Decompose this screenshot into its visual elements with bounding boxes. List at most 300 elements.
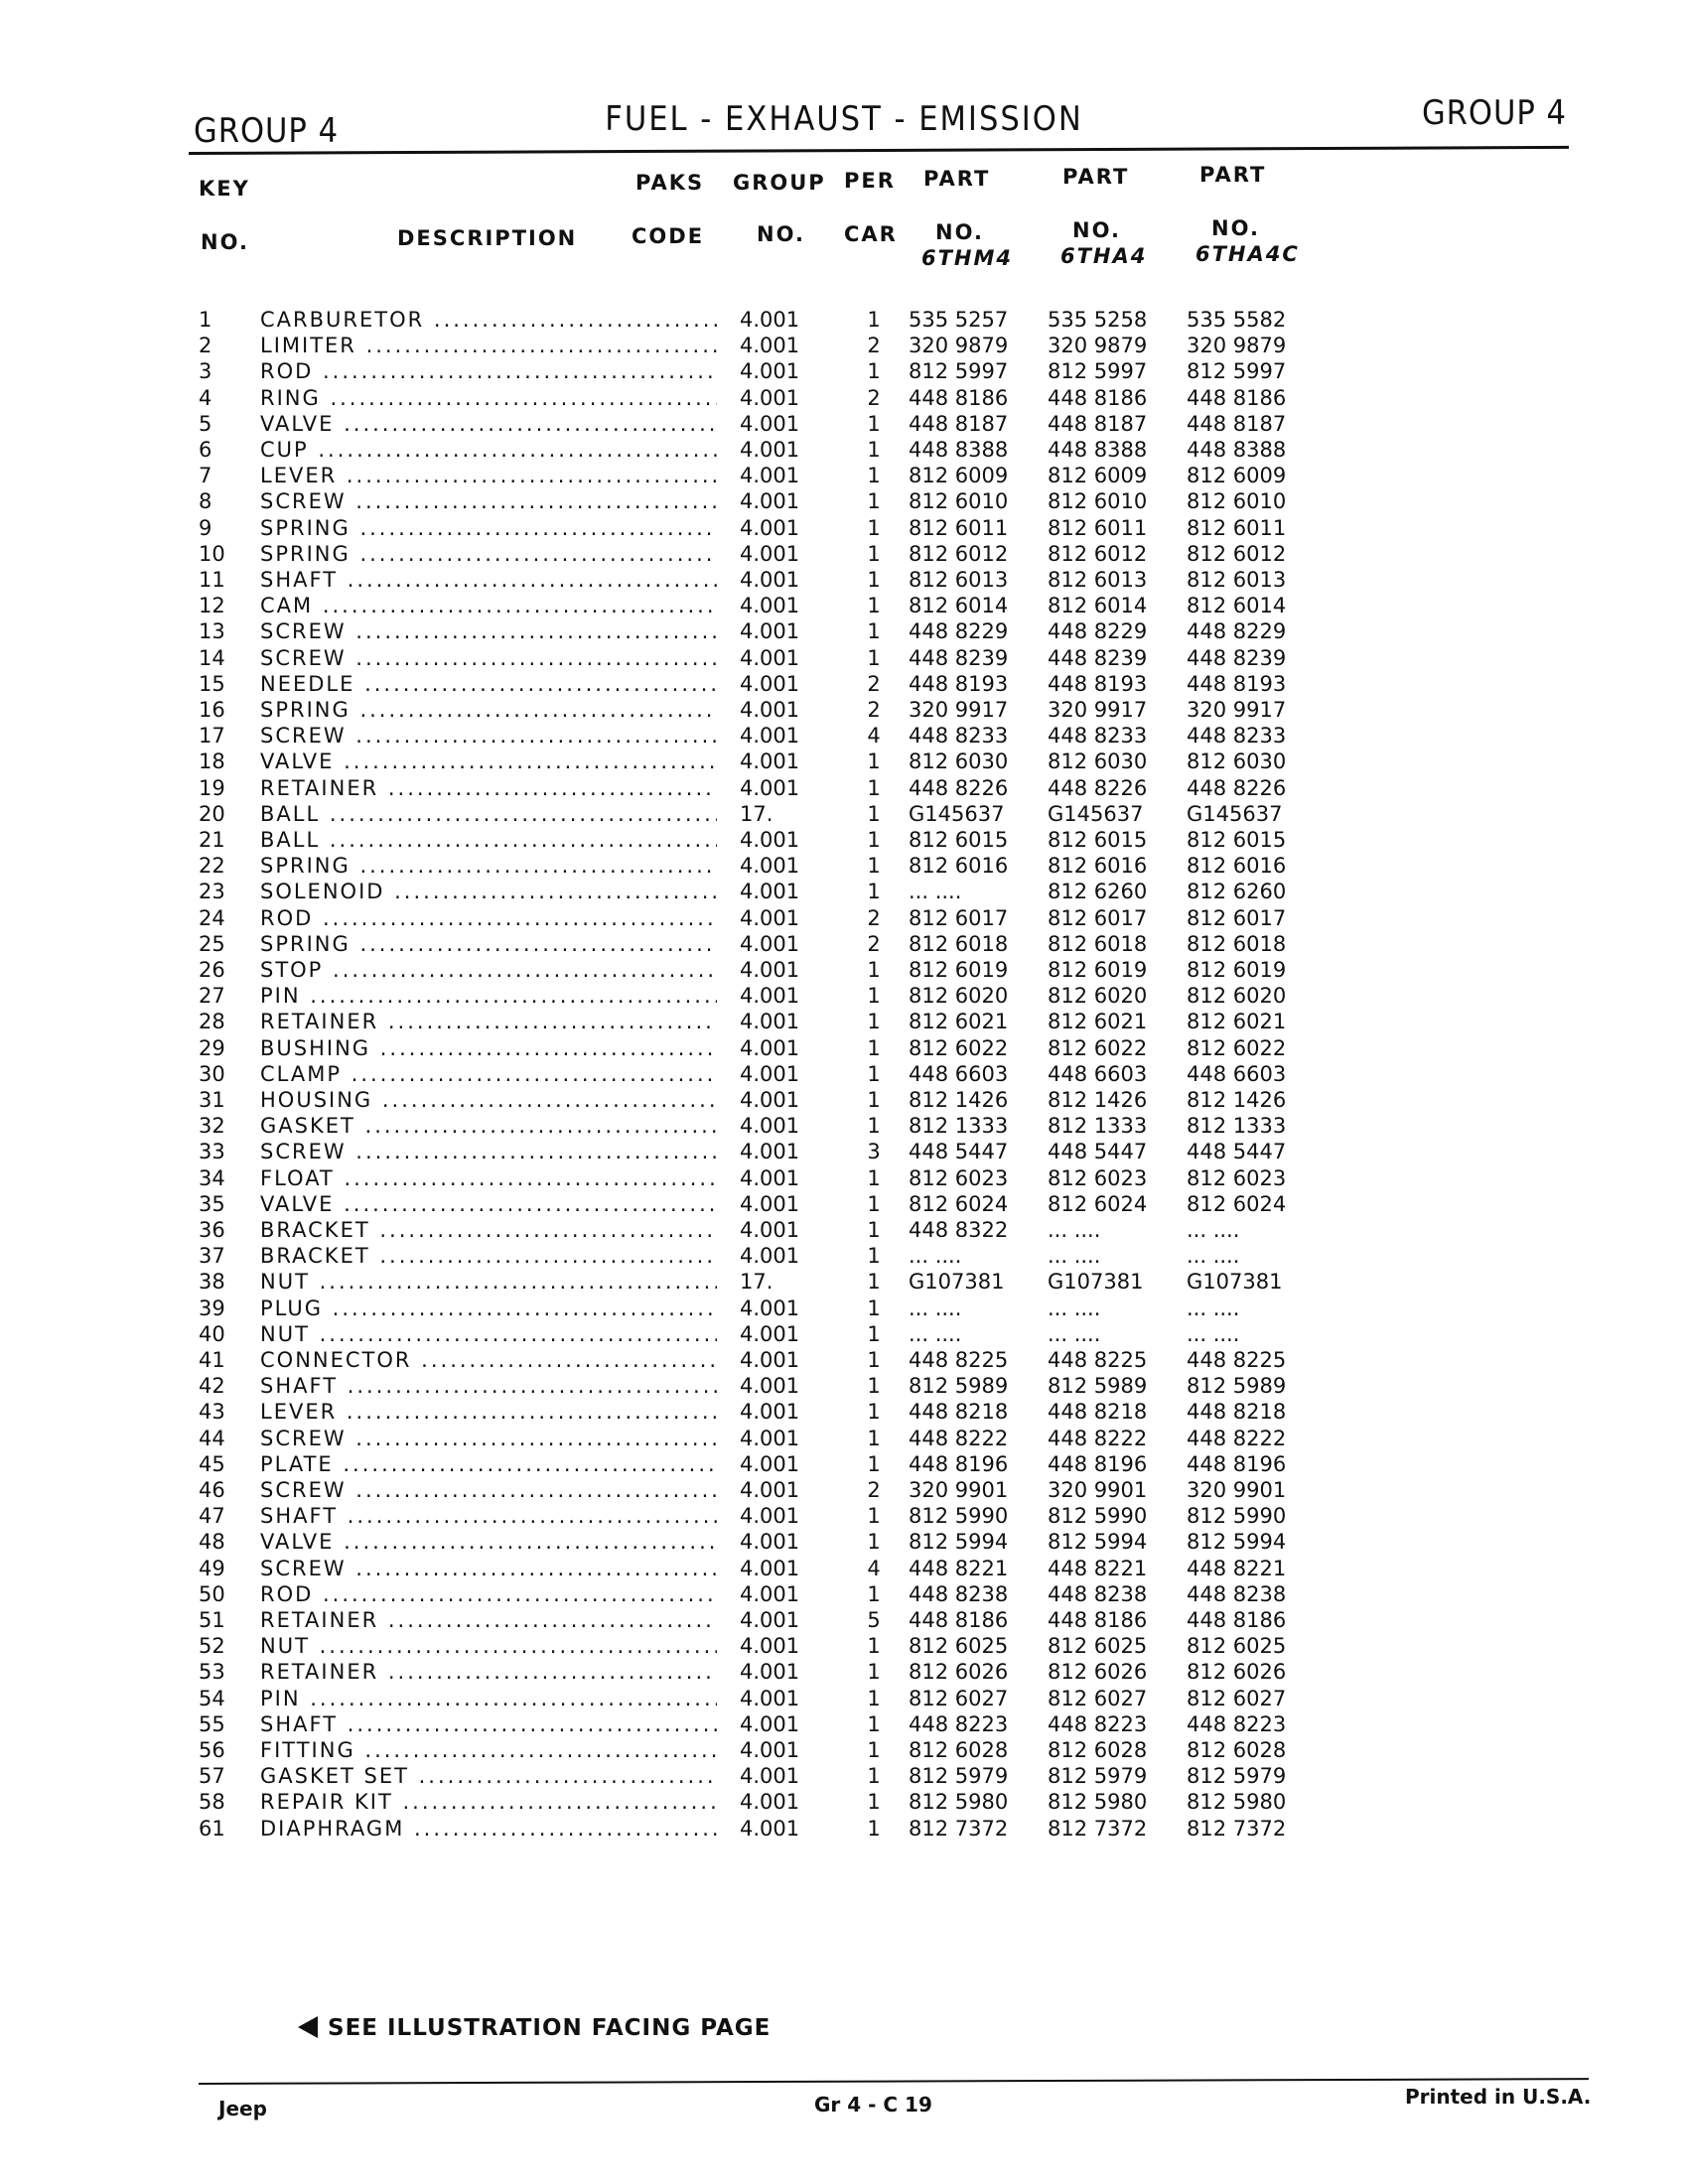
group-number: 4.001	[740, 1010, 800, 1034]
part-number-6tha4c: 448 8186	[1187, 1608, 1287, 1632]
part-description: CONNECTOR .....	[260, 1348, 717, 1372]
per-car: 1	[867, 854, 881, 879]
group-number: 4.001	[740, 1451, 800, 1476]
part-number-6tha4: 812 6011	[1048, 515, 1148, 540]
part-number-6tha4: 448 8186	[1048, 385, 1148, 410]
per-car: 1	[867, 1061, 881, 1086]
part-description: CAM .....	[260, 594, 717, 617]
part-description: SPRING .....	[260, 932, 717, 956]
group-number: 4.001	[740, 1764, 800, 1789]
part-number-6tha4: 812 5980	[1048, 1790, 1148, 1815]
part-description: NEEDLE .....	[260, 672, 717, 696]
part-number-6tha4: 812 5997	[1048, 359, 1148, 384]
part-description: SHAFT .....	[260, 1712, 717, 1736]
key-number: 33	[199, 1140, 225, 1164]
part-description: RETAINER .....	[260, 1608, 717, 1632]
part-number-6thm4: 812 5997	[909, 359, 1009, 384]
part-number-6thm4: 812 6024	[909, 1191, 1009, 1216]
part-number-6tha4c: 812 5980	[1187, 1790, 1287, 1815]
header-group-right: GROUP 4	[1421, 93, 1567, 133]
part-number-6thm4: 812 5989	[909, 1374, 1009, 1399]
group-number: 4.001	[740, 984, 800, 1009]
per-car: 1	[867, 1504, 881, 1529]
part-description: PIN .....	[260, 1687, 717, 1710]
part-number-6thm4: 812 7372	[909, 1816, 1009, 1841]
part-number-6thm4: 812 6025	[909, 1634, 1009, 1659]
part-number-6thm4: 448 5447	[909, 1140, 1009, 1164]
part-number-6tha4: 812 5989	[1048, 1374, 1148, 1399]
table-row	[0, 1452, 1688, 1478]
part-description: GASKET .....	[260, 1114, 717, 1138]
per-car: 1	[867, 1581, 881, 1606]
table-row	[0, 958, 1688, 984]
part-number-6tha4: ... ....	[1048, 1296, 1101, 1320]
group-number: 4.001	[740, 671, 800, 696]
part-description: CUP .....	[260, 438, 717, 462]
key-number: 28	[199, 1010, 225, 1034]
group-number: 4.001	[740, 931, 800, 956]
table-row	[0, 464, 1688, 489]
table-row	[0, 542, 1688, 568]
part-number-6tha4c: 448 8221	[1187, 1556, 1287, 1580]
key-number: 49	[199, 1556, 225, 1580]
part-number-6tha4: 812 6022	[1048, 1035, 1148, 1060]
col-part3-model: 6THA4C	[1196, 242, 1300, 266]
part-number-6thm4: 448 8196	[909, 1451, 1009, 1476]
per-car: 1	[867, 1790, 881, 1815]
col-part2-label: PART	[1062, 165, 1130, 189]
part-number-6tha4c: 535 5582	[1187, 308, 1287, 332]
part-number-6tha4c: 812 6011	[1187, 515, 1287, 540]
per-car: 1	[867, 308, 881, 332]
part-description: LIMITER .....	[260, 334, 717, 357]
group-number: 4.001	[740, 1321, 800, 1346]
group-number: 4.001	[740, 724, 800, 749]
key-number: 55	[199, 1711, 225, 1736]
part-number-6thm4: 812 5990	[909, 1504, 1009, 1529]
part-description: PLUG .....	[260, 1297, 717, 1320]
part-number-6tha4c: 448 8229	[1187, 619, 1287, 644]
group-number: 4.001	[740, 1478, 800, 1502]
group-number: 4.001	[740, 1061, 800, 1086]
key-number: 36	[199, 1218, 225, 1242]
part-number-6tha4: 320 9901	[1048, 1478, 1148, 1502]
part-number-6tha4: 812 6017	[1048, 905, 1148, 930]
part-number-6thm4: 812 6026	[909, 1660, 1009, 1685]
part-number-6tha4c: 812 6009	[1187, 464, 1287, 488]
part-number-6tha4: 812 5979	[1048, 1764, 1148, 1789]
per-car: 1	[867, 880, 881, 904]
key-number: 8	[199, 489, 212, 514]
key-number: 61	[199, 1816, 225, 1841]
key-number: 4	[199, 385, 212, 410]
part-number-6thm4: 812 6019	[909, 958, 1009, 982]
group-number: 4.001	[740, 1218, 800, 1242]
part-description: LEVER .....	[260, 464, 717, 487]
per-car: 1	[867, 619, 881, 644]
key-number: 32	[199, 1114, 225, 1139]
col-per-label: PER	[844, 169, 896, 193]
key-number: 48	[199, 1530, 225, 1555]
col-paks-code-label: CODE	[632, 224, 705, 248]
group-number: 4.001	[740, 1244, 800, 1269]
table-row	[0, 1427, 1688, 1452]
key-number: 54	[199, 1686, 225, 1710]
part-number-6tha4c: 448 8222	[1187, 1426, 1287, 1450]
group-number: 4.001	[740, 1790, 800, 1815]
part-number-6tha4: 812 6027	[1048, 1686, 1148, 1710]
part-number-6tha4: 812 6009	[1048, 464, 1148, 488]
part-number-6tha4: 448 8388	[1048, 438, 1148, 462]
table-row	[0, 594, 1688, 619]
part-number-6tha4c: 812 5979	[1187, 1764, 1287, 1789]
part-number-6thm4: G145637	[909, 801, 1005, 826]
part-number-6tha4: 448 8233	[1048, 724, 1148, 749]
part-number-6tha4: 812 6018	[1048, 931, 1148, 956]
part-number-6tha4c: 448 8226	[1187, 775, 1287, 800]
part-number-6thm4: 448 8193	[909, 671, 1009, 696]
table-row	[0, 1348, 1688, 1374]
per-car: 3	[867, 1140, 881, 1164]
part-number-6thm4: 812 5994	[909, 1530, 1009, 1555]
group-number: 4.001	[740, 411, 800, 436]
table-row	[0, 984, 1688, 1010]
group-number: 4.001	[740, 334, 800, 358]
part-description: SPRING .....	[260, 698, 717, 722]
key-number: 56	[199, 1738, 225, 1762]
col-paks-label: PAKS	[635, 171, 705, 195]
part-description: SPRING .....	[260, 854, 717, 878]
header-group-left: GROUP 4	[194, 111, 340, 151]
left-arrow-icon	[298, 2016, 318, 2038]
group-number: 4.001	[740, 438, 800, 462]
part-description: SCREW .....	[260, 646, 717, 670]
key-number: 12	[199, 594, 225, 618]
col-part2-model: 6THA4	[1060, 244, 1148, 268]
per-car: 2	[867, 385, 881, 410]
group-number: 4.001	[740, 854, 800, 879]
per-car: 1	[867, 1764, 881, 1789]
group-number: 4.001	[740, 1348, 800, 1372]
part-number-6thm4: 448 8322	[909, 1218, 1009, 1242]
part-number-6tha4c: 812 6030	[1187, 750, 1287, 774]
part-number-6tha4c: 812 6010	[1187, 489, 1287, 514]
col-part1-label: PART	[923, 167, 991, 191]
part-number-6tha4c: 320 9917	[1187, 698, 1287, 722]
page-title: FUEL - EXHAUST - EMISSION	[605, 99, 1083, 139]
part-description: NUT .....	[260, 1270, 717, 1294]
part-number-6thm4: 448 8186	[909, 1608, 1009, 1632]
key-number: 41	[199, 1348, 225, 1372]
part-number-6tha4c: 812 5989	[1187, 1374, 1287, 1399]
part-number-6tha4c: 812 6260	[1187, 880, 1287, 904]
group-number: 17.	[740, 801, 774, 826]
key-number: 39	[199, 1296, 225, 1320]
part-description: RETAINER .....	[260, 776, 717, 800]
col-part3-no-label: NO.	[1211, 216, 1260, 240]
part-number-6tha4: 448 6603	[1048, 1061, 1148, 1086]
part-number-6thm4: 812 6028	[909, 1738, 1009, 1762]
part-number-6tha4c: G107381	[1187, 1270, 1283, 1295]
part-number-6thm4: ... ....	[909, 1321, 962, 1346]
part-number-6tha4c: 320 9879	[1187, 334, 1287, 358]
per-car: 4	[867, 1556, 881, 1580]
col-key-label: KEY	[199, 177, 250, 201]
group-number: 17.	[740, 1270, 774, 1295]
part-number-6thm4: 812 5980	[909, 1790, 1009, 1815]
table-row	[0, 1582, 1688, 1608]
part-number-6tha4c: 812 1333	[1187, 1114, 1287, 1139]
part-number-6thm4: 448 8222	[909, 1426, 1009, 1450]
table-row	[0, 1244, 1688, 1270]
part-description: SCREW .....	[260, 1427, 717, 1450]
part-description: SHAFT .....	[260, 1504, 717, 1528]
group-number: 4.001	[740, 541, 800, 566]
key-number: 14	[199, 645, 225, 670]
part-number-6tha4: 448 8186	[1048, 1608, 1148, 1632]
part-number-6tha4: 812 6025	[1048, 1634, 1148, 1659]
part-description: BRACKET .....	[260, 1218, 717, 1242]
key-number: 42	[199, 1374, 225, 1399]
key-number: 22	[199, 854, 225, 879]
key-number: 2	[199, 334, 212, 358]
group-number: 4.001	[740, 958, 800, 982]
part-number-6thm4: 812 5979	[909, 1764, 1009, 1789]
part-number-6tha4c: 812 6024	[1187, 1191, 1287, 1216]
part-description: NUT .....	[260, 1634, 717, 1658]
part-number-6thm4: 812 6030	[909, 750, 1009, 774]
part-number-6tha4c: 812 6028	[1187, 1738, 1287, 1762]
table-row	[0, 1530, 1688, 1556]
col-part2-no-label: NO.	[1072, 218, 1121, 242]
group-number: 4.001	[740, 619, 800, 644]
group-number: 4.001	[740, 905, 800, 930]
key-number: 44	[199, 1426, 225, 1450]
part-number-6tha4: 812 1426	[1048, 1088, 1148, 1112]
table-row	[0, 1297, 1688, 1322]
part-number-6tha4c: 448 8388	[1187, 438, 1287, 462]
part-number-6thm4: 812 6015	[909, 828, 1009, 852]
group-number: 4.001	[740, 880, 800, 904]
part-number-6tha4c: 448 8186	[1187, 385, 1287, 410]
part-description: DIAPHRAGM .....	[260, 1817, 717, 1841]
table-row	[0, 1140, 1688, 1165]
key-number: 57	[199, 1764, 225, 1789]
part-description: SPRING .....	[260, 516, 717, 540]
key-number: 45	[199, 1451, 225, 1476]
table-row	[0, 1062, 1688, 1088]
per-car: 2	[867, 1478, 881, 1502]
part-number-6tha4c: 448 8218	[1187, 1400, 1287, 1425]
part-number-6thm4: 448 8226	[909, 775, 1009, 800]
part-description: ROD .....	[260, 359, 717, 383]
per-car: 1	[867, 1816, 881, 1841]
table-row	[0, 854, 1688, 880]
part-description: SHAFT .....	[260, 1374, 717, 1398]
table-row	[0, 1660, 1688, 1686]
part-number-6tha4c: 448 8187	[1187, 411, 1287, 436]
per-car: 1	[867, 1035, 881, 1060]
part-number-6tha4: 812 6260	[1048, 880, 1148, 904]
part-number-6tha4c: 812 6016	[1187, 854, 1287, 879]
part-description: GASKET SET .....	[260, 1764, 717, 1788]
group-number: 4.001	[740, 1426, 800, 1450]
group-number: 4.001	[740, 385, 800, 410]
per-car: 1	[867, 359, 881, 384]
group-number: 4.001	[740, 1114, 800, 1139]
part-number-6tha4c: 812 6025	[1187, 1634, 1287, 1659]
table-row	[0, 906, 1688, 932]
per-car: 1	[867, 801, 881, 826]
table-row	[0, 1608, 1688, 1634]
per-car: 1	[867, 645, 881, 670]
per-car: 1	[867, 984, 881, 1009]
col-part3-label: PART	[1199, 163, 1267, 187]
table-row	[0, 672, 1688, 698]
col-per-car-label: CAR	[844, 222, 898, 246]
table-row	[0, 1010, 1688, 1035]
part-description: SCREW .....	[260, 724, 717, 748]
part-number-6thm4: 448 6603	[909, 1061, 1009, 1086]
group-number: 4.001	[740, 1686, 800, 1710]
key-number: 21	[199, 828, 225, 852]
key-number: 19	[199, 775, 225, 800]
per-car: 1	[867, 1451, 881, 1476]
part-number-6tha4: 448 8226	[1048, 775, 1148, 800]
part-number-6tha4: 320 9879	[1048, 334, 1148, 358]
key-number: 26	[199, 958, 225, 982]
table-row	[0, 386, 1688, 412]
part-number-6tha4: 448 8238	[1048, 1581, 1148, 1606]
part-number-6tha4c: 812 6015	[1187, 828, 1287, 852]
part-number-6thm4: 812 6009	[909, 464, 1009, 488]
part-number-6thm4: 812 6021	[909, 1010, 1009, 1034]
table-row	[0, 698, 1688, 724]
part-number-6thm4: 448 8238	[909, 1581, 1009, 1606]
key-number: 51	[199, 1608, 225, 1632]
key-number: 13	[199, 619, 225, 644]
part-number-6tha4: 812 7372	[1048, 1816, 1148, 1841]
table-row	[0, 1790, 1688, 1816]
part-number-6tha4: G145637	[1048, 801, 1144, 826]
table-row	[0, 880, 1688, 905]
key-number: 7	[199, 464, 212, 488]
part-description: SHAFT .....	[260, 568, 717, 592]
part-number-6thm4: 448 8221	[909, 1556, 1009, 1580]
part-description: SCREW .....	[260, 489, 717, 513]
part-number-6thm4: 812 6014	[909, 594, 1009, 618]
per-car: 2	[867, 334, 881, 358]
key-number: 47	[199, 1504, 225, 1529]
per-car: 1	[867, 1114, 881, 1139]
col-part1-model: 6THM4	[921, 246, 1014, 270]
key-number: 27	[199, 984, 225, 1009]
table-row	[0, 1557, 1688, 1582]
per-car: 1	[867, 1374, 881, 1399]
table-row	[0, 724, 1688, 750]
table-row	[0, 1634, 1688, 1660]
table-row	[0, 619, 1688, 645]
col-group-no-label: NO.	[757, 222, 805, 246]
part-number-6tha4c: 812 1426	[1187, 1088, 1287, 1112]
key-number: 53	[199, 1660, 225, 1685]
part-number-6tha4: 812 6024	[1048, 1191, 1148, 1216]
per-car: 1	[867, 1348, 881, 1372]
table-row	[0, 1400, 1688, 1426]
table-row	[0, 932, 1688, 958]
part-number-6tha4c: 448 8196	[1187, 1451, 1287, 1476]
group-number: 4.001	[740, 1400, 800, 1425]
part-number-6tha4: G107381	[1048, 1270, 1144, 1295]
part-number-6tha4c: ... ....	[1187, 1321, 1240, 1346]
table-row	[0, 359, 1688, 385]
key-number: 31	[199, 1088, 225, 1112]
group-number: 4.001	[740, 1530, 800, 1555]
part-number-6tha4c: G145637	[1187, 801, 1283, 826]
per-car: 1	[867, 1270, 881, 1295]
part-number-6tha4: 812 5990	[1048, 1504, 1148, 1529]
part-description: SPRING .....	[260, 542, 717, 566]
part-description: PIN .....	[260, 984, 717, 1008]
part-number-6tha4c: 812 6018	[1187, 931, 1287, 956]
part-number-6tha4c: 812 6023	[1187, 1165, 1287, 1190]
per-car: 1	[867, 1400, 881, 1425]
part-number-6thm4: 448 8239	[909, 645, 1009, 670]
part-number-6thm4: 448 8225	[909, 1348, 1009, 1372]
group-number: 4.001	[740, 698, 800, 722]
table-row	[0, 802, 1688, 828]
part-description: VALVE .....	[260, 412, 717, 436]
table-row	[0, 1270, 1688, 1296]
group-number: 4.001	[740, 1374, 800, 1399]
part-number-6tha4c: 812 5990	[1187, 1504, 1287, 1529]
part-number-6tha4c: 448 8233	[1187, 724, 1287, 749]
part-description: SCREW .....	[260, 1140, 717, 1163]
table-row	[0, 516, 1688, 542]
group-number: 4.001	[740, 489, 800, 514]
group-number: 4.001	[740, 828, 800, 852]
col-key-no-label: NO.	[201, 230, 249, 254]
part-number-6tha4c: 812 5994	[1187, 1530, 1287, 1555]
part-number-6tha4: 812 6010	[1048, 489, 1148, 514]
per-car: 4	[867, 724, 881, 749]
part-number-6thm4: ... ....	[909, 1244, 962, 1269]
key-number: 17	[199, 724, 225, 749]
part-number-6tha4: 448 8187	[1048, 411, 1148, 436]
illustration-note	[298, 2015, 771, 2041]
col-group-label: GROUP	[733, 171, 826, 195]
part-number-6tha4: 448 8221	[1048, 1556, 1148, 1580]
part-number-6tha4c: 812 5997	[1187, 359, 1287, 384]
per-car: 1	[867, 1426, 881, 1450]
group-number: 4.001	[740, 1504, 800, 1529]
table-row	[0, 308, 1688, 334]
part-description: REPAIR KIT .....	[260, 1790, 717, 1814]
group-number: 4.001	[740, 1556, 800, 1580]
group-number: 4.001	[740, 1711, 800, 1736]
key-number: 30	[199, 1061, 225, 1086]
part-description: ROD .....	[260, 906, 717, 930]
part-description: RING .....	[260, 386, 717, 410]
key-number: 40	[199, 1321, 225, 1346]
part-number-6tha4: ... ....	[1048, 1218, 1101, 1242]
part-number-6tha4c: 812 6020	[1187, 984, 1287, 1009]
group-number: 4.001	[740, 1088, 800, 1112]
part-description: VALVE .....	[260, 750, 717, 773]
group-number: 4.001	[740, 750, 800, 774]
group-number: 4.001	[740, 594, 800, 618]
group-number: 4.001	[740, 1816, 800, 1841]
